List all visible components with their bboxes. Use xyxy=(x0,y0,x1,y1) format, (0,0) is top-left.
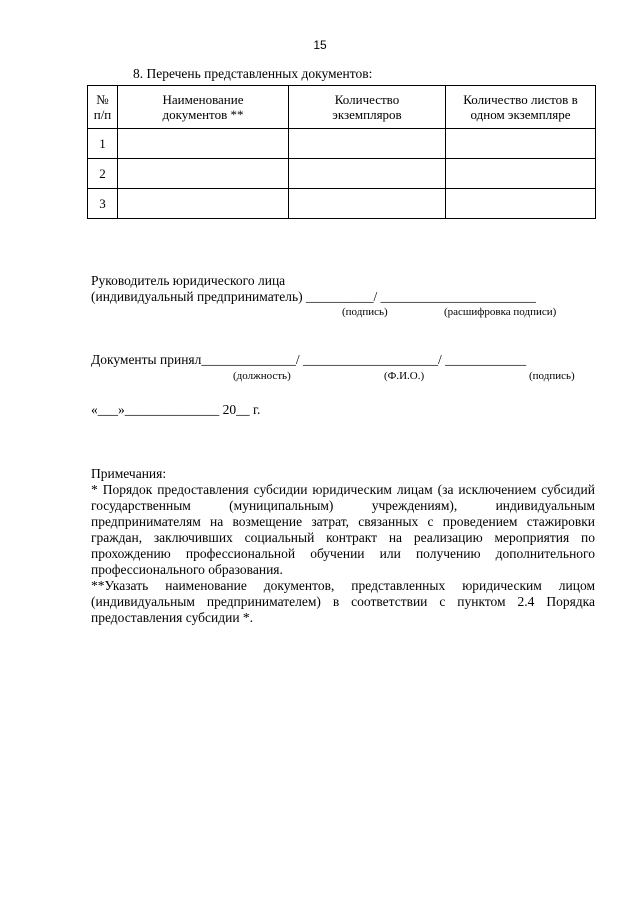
table-row xyxy=(88,129,596,159)
note-2: **Указать наименование документов, представленных юридическим лицом (индивидуальным предпринимателем) в соответствии с пунктом 2.4 Порядка предоставления субсидии *. xyxy=(91,578,595,625)
head-title-line: Руководитель юридического лица xyxy=(91,273,286,288)
notes-title: Примечания: xyxy=(91,466,167,481)
header-line: п/п xyxy=(93,107,112,122)
header-line: экземпляров xyxy=(332,107,402,122)
row-number: 3 xyxy=(88,189,118,219)
col-header-copies xyxy=(289,86,446,129)
sheets-cell[interactable] xyxy=(446,189,596,219)
caption-fio: (Ф.И.О.) xyxy=(384,370,425,382)
copies-cell[interactable] xyxy=(289,189,446,219)
copies-cell[interactable] xyxy=(289,159,446,189)
table-row xyxy=(88,189,596,219)
section-title: 8. Перечень представленных документов: xyxy=(133,66,373,81)
header-line: № xyxy=(96,92,109,107)
document-name-cell[interactable] xyxy=(118,189,289,219)
documents-table xyxy=(87,85,596,219)
date-line[interactable]: «___»______________ 20__ г. xyxy=(91,402,261,417)
header-line: документов ** xyxy=(162,107,244,122)
sheets-cell[interactable] xyxy=(446,159,596,189)
header-line: одном экземпляре xyxy=(470,107,571,122)
table-header-row xyxy=(88,86,596,129)
header-line: Наименование xyxy=(162,92,244,107)
col-header-number xyxy=(88,86,118,129)
col-header-document-name xyxy=(118,86,289,129)
copies-cell[interactable] xyxy=(289,129,446,159)
notes-block xyxy=(91,466,595,626)
sheets-cell[interactable] xyxy=(446,129,596,159)
caption-accepted-signature: (подпись) xyxy=(529,370,575,382)
header-line: Количество листов в xyxy=(463,92,578,107)
table-row xyxy=(88,159,596,189)
accepted-line[interactable]: Документы принял______________/ ____________________/ ____________ xyxy=(91,352,527,367)
row-number: 2 xyxy=(88,159,118,189)
col-header-sheets xyxy=(446,86,596,129)
document-name-cell[interactable] xyxy=(118,129,289,159)
note-1: * Порядок предоставления субсидии юридическим лицам (за исключением субсидий государственным (муниципальным) учреждениям), индивидуальным предпринимателям на возмещение затрат, связанных с проведением стажировки граждан, заключивших социальный контракт на реализацию мероприятия по прохождению профессиональной обучении или получению дополнительного профессионального образования. xyxy=(91,482,595,577)
caption-position: (должность) xyxy=(233,370,291,382)
caption-signature: (подпись) xyxy=(342,306,388,318)
row-number: 1 xyxy=(88,129,118,159)
document-name-cell[interactable] xyxy=(118,159,289,189)
head-signature-line[interactable]: (индивидуальный предприниматель) __________/ _______________________ xyxy=(91,289,536,304)
header-line: Количество xyxy=(334,92,400,107)
caption-signature-decode: (расшифровка подписи) xyxy=(444,306,557,318)
page-number: 15 xyxy=(313,38,327,52)
